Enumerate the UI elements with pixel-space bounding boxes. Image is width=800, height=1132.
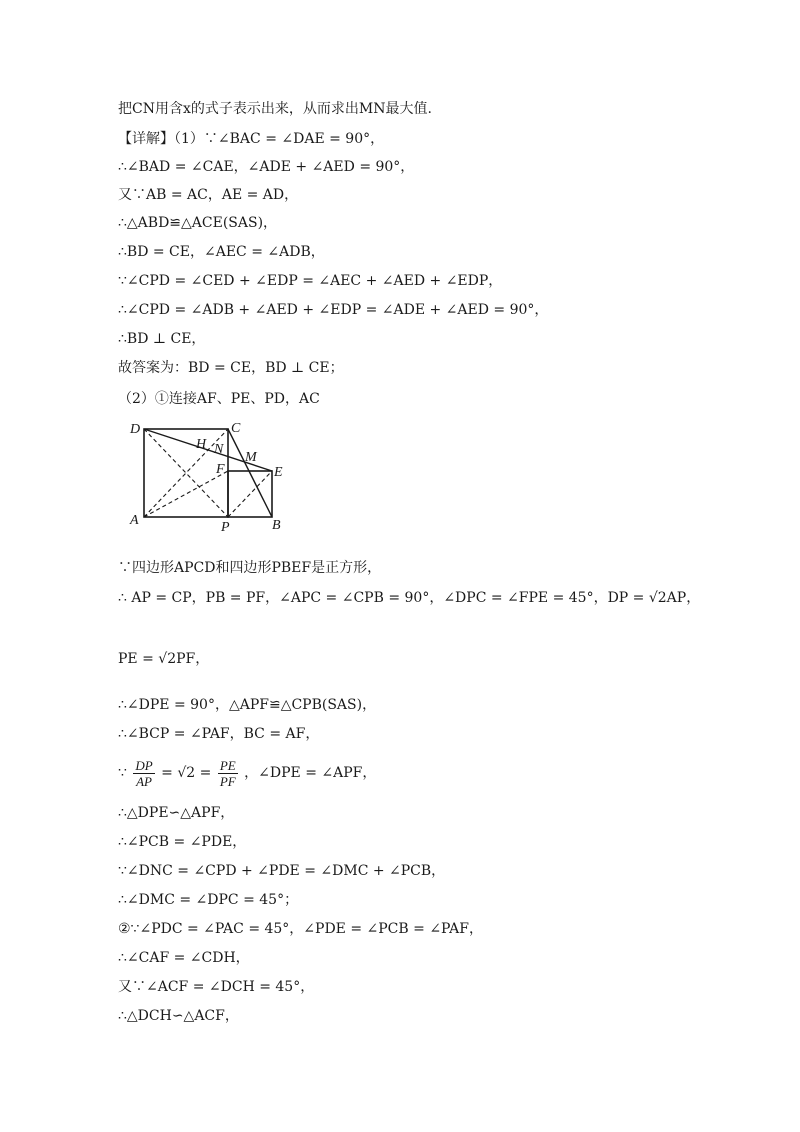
label-n: N	[214, 442, 224, 457]
text-line-3: ∴∠BAD = ∠CAE，∠ADE + ∠AED = 90°，	[118, 159, 415, 175]
label-m: M	[245, 450, 257, 465]
line-af	[144, 471, 228, 517]
text-line-25: ∴△DCH∽△ACF，	[118, 1008, 239, 1024]
label-p: P	[221, 520, 230, 535]
text-line-9: ∴BD ⊥ CE，	[118, 331, 206, 347]
text-line-4: 又∵AB = AC，AE = AD，	[118, 187, 299, 203]
label-b: B	[272, 518, 281, 533]
fraction-pe-pf	[218, 758, 238, 789]
text-line-23: ∴∠CAF = ∠CDH，	[118, 950, 250, 966]
text-line-22: ②∵∠PDC = ∠PAC = 45°，∠PDE = ∠PCB = ∠PAF，	[118, 921, 484, 937]
text-line-1: 把CN用含x的式子表示出来，从而求出MN最大值.	[118, 101, 432, 117]
text-line-14: PE = √2PF，	[118, 651, 210, 667]
fraction-numerator: PE	[219, 757, 236, 773]
geometry-diagram	[126, 418, 296, 536]
text-line-5: ∴△ABD≌△ACE(SAS)，	[118, 215, 278, 231]
text-line-20: ∵∠DNC = ∠CPD + ∠PDE = ∠DMC + ∠PCB，	[118, 863, 446, 879]
text-line-17	[118, 756, 376, 790]
text-line-8: ∴∠CPD = ∠ADB + ∠AED + ∠EDP = ∠ADE + ∠AED = 90°，	[118, 302, 549, 318]
line-pe	[228, 471, 272, 517]
angle-equality: ，∠DPE = ∠APF，	[244, 765, 377, 781]
text-line-16: ∴∠BCP = ∠PAF，BC = AF，	[118, 726, 320, 742]
label-a: A	[130, 513, 139, 528]
fraction-dp-ap	[133, 758, 154, 789]
label-d: D	[130, 422, 141, 437]
fraction-denominator: AP	[136, 773, 152, 789]
geometry-figure	[126, 418, 296, 540]
fraction-numerator: DP	[135, 757, 153, 773]
text-line-12: ∵四边形APCD和四边形PBEF是正方形，	[118, 560, 382, 576]
label-e: E	[274, 465, 283, 480]
text-line-24: 又∵∠ACF = ∠DCH = 45°，	[118, 979, 315, 995]
label-f: F	[216, 462, 225, 477]
fraction-denominator: PF	[219, 773, 236, 789]
text-line-19: ∴∠PCB = ∠PDE，	[118, 834, 247, 850]
equals-sqrt2: = √2 =	[161, 765, 212, 781]
text-line-21: ∴∠DMC = ∠DPC = 45°；	[118, 892, 299, 908]
line-cb	[228, 429, 272, 517]
text-line-18: ∴△DPE∽△APF，	[118, 805, 235, 821]
because-symbol: ∵	[118, 765, 127, 781]
label-h: H	[196, 437, 207, 452]
text-line-6: ∴BD = CE，∠AEC = ∠ADB，	[118, 244, 325, 260]
text-line-15: ∴∠DPE = 90°，△APF≌△CPB(SAS)，	[118, 697, 377, 713]
label-c: C	[231, 421, 241, 436]
text-line-11: （2）①连接AF、PE、PD，AC	[118, 391, 320, 407]
text-line-13: ∴ AP = CP，PB = PF，∠APC = ∠CPB = 90°，∠DPC = ∠FPE = 45°，DP = √2AP，	[118, 590, 701, 606]
text-line-10: 故答案为：BD = CE，BD ⊥ CE；	[118, 360, 344, 376]
text-line-7: ∵∠CPD = ∠CED + ∠EDP = ∠AEC + ∠AED + ∠EDP，	[118, 273, 503, 289]
text-line-2: 【详解】（1）∵∠BAC = ∠DAE = 90°，	[118, 131, 385, 147]
